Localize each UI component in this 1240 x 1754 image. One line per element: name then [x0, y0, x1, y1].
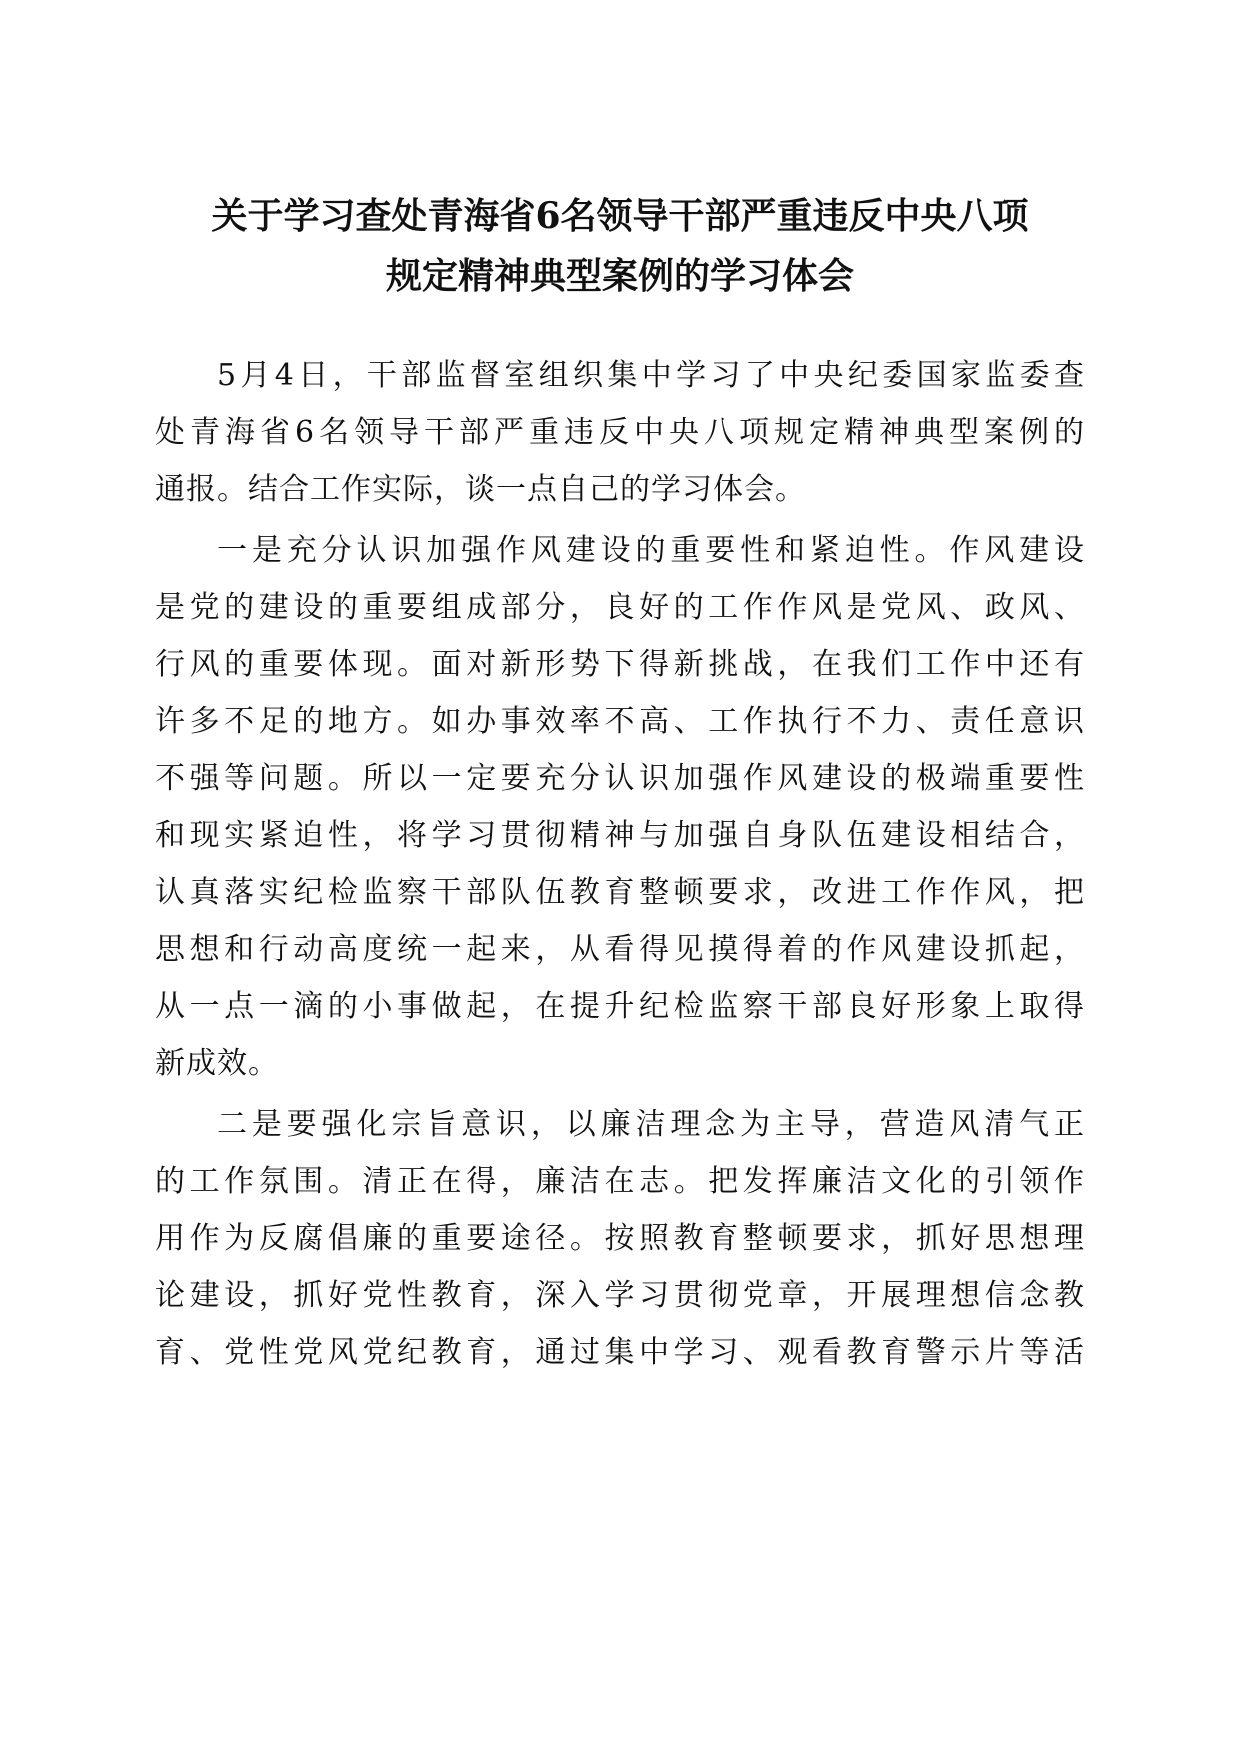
- paragraph-2-line-3: 行风的重要体现。面对新形势下得新挑战，在我们工作中还有: [155, 647, 1085, 682]
- paragraph-1-line-1: 5月4日，干部监督室组织集中学习了中央纪委国家监委查: [217, 358, 1085, 393]
- paragraph-3-line-4: 论建设，抓好党性教育，深入学习贯彻党章，开展理想信念教: [155, 1278, 1085, 1313]
- paragraph-2-line-4: 许多不足的地方。如办事效率不高、工作执行不力、责任意识: [155, 704, 1085, 739]
- paragraph-1-line-2: 处青海省6名领导干部严重违反中央八项规定精神典型案例的: [155, 415, 1085, 450]
- paragraph-2-line-6: 和现实紧迫性，将学习贯彻精神与加强自身队伍建设相结合，: [155, 818, 1085, 853]
- document-title-line-1: 关于学习查处青海省6名领导干部严重违反中央八项: [211, 195, 1029, 237]
- paragraph-2-line-5: 不强等问题。所以一定要充分认识加强作风建设的极端重要性: [155, 761, 1085, 796]
- paragraph-3-line-1: 二是要强化宗旨意识，以廉洁理念为主导，营造风清气正: [217, 1107, 1085, 1142]
- paragraph-2-line-10: 新成效。: [155, 1046, 279, 1081]
- paragraph-2-line-9: 从一点一滴的小事做起，在提升纪检监察干部良好形象上取得: [155, 989, 1085, 1024]
- paragraph-3-line-2: 的工作氛围。清正在得，廉洁在志。把发挥廉洁文化的引领作: [155, 1164, 1085, 1199]
- paragraph-1-line-3: 通报。结合工作实际，谈一点自己的学习体会。: [155, 472, 806, 507]
- paragraph-2-line-7: 认真落实纪检监察干部队伍教育整顿要求，改进工作作风，把: [155, 875, 1085, 910]
- paragraph-3-line-5: 育、党性党风党纪教育，通过集中学习、观看教育警示片等活: [155, 1335, 1085, 1370]
- document-title-line-2: 规定精神典型案例的学习体会: [385, 255, 854, 297]
- paragraph-2-line-8: 思想和行动高度统一起来，从看得见摸得着的作风建设抓起，: [155, 932, 1085, 967]
- paragraph-2-line-1: 一是充分认识加强作风建设的重要性和紧迫性。作风建设: [217, 533, 1085, 568]
- paragraph-3-line-3: 用作为反腐倡廉的重要途径。按照教育整顿要求，抓好思想理: [155, 1221, 1085, 1256]
- paragraph-2-line-2: 是党的建设的重要组成部分，良好的工作作风是党风、政风、: [155, 590, 1085, 625]
